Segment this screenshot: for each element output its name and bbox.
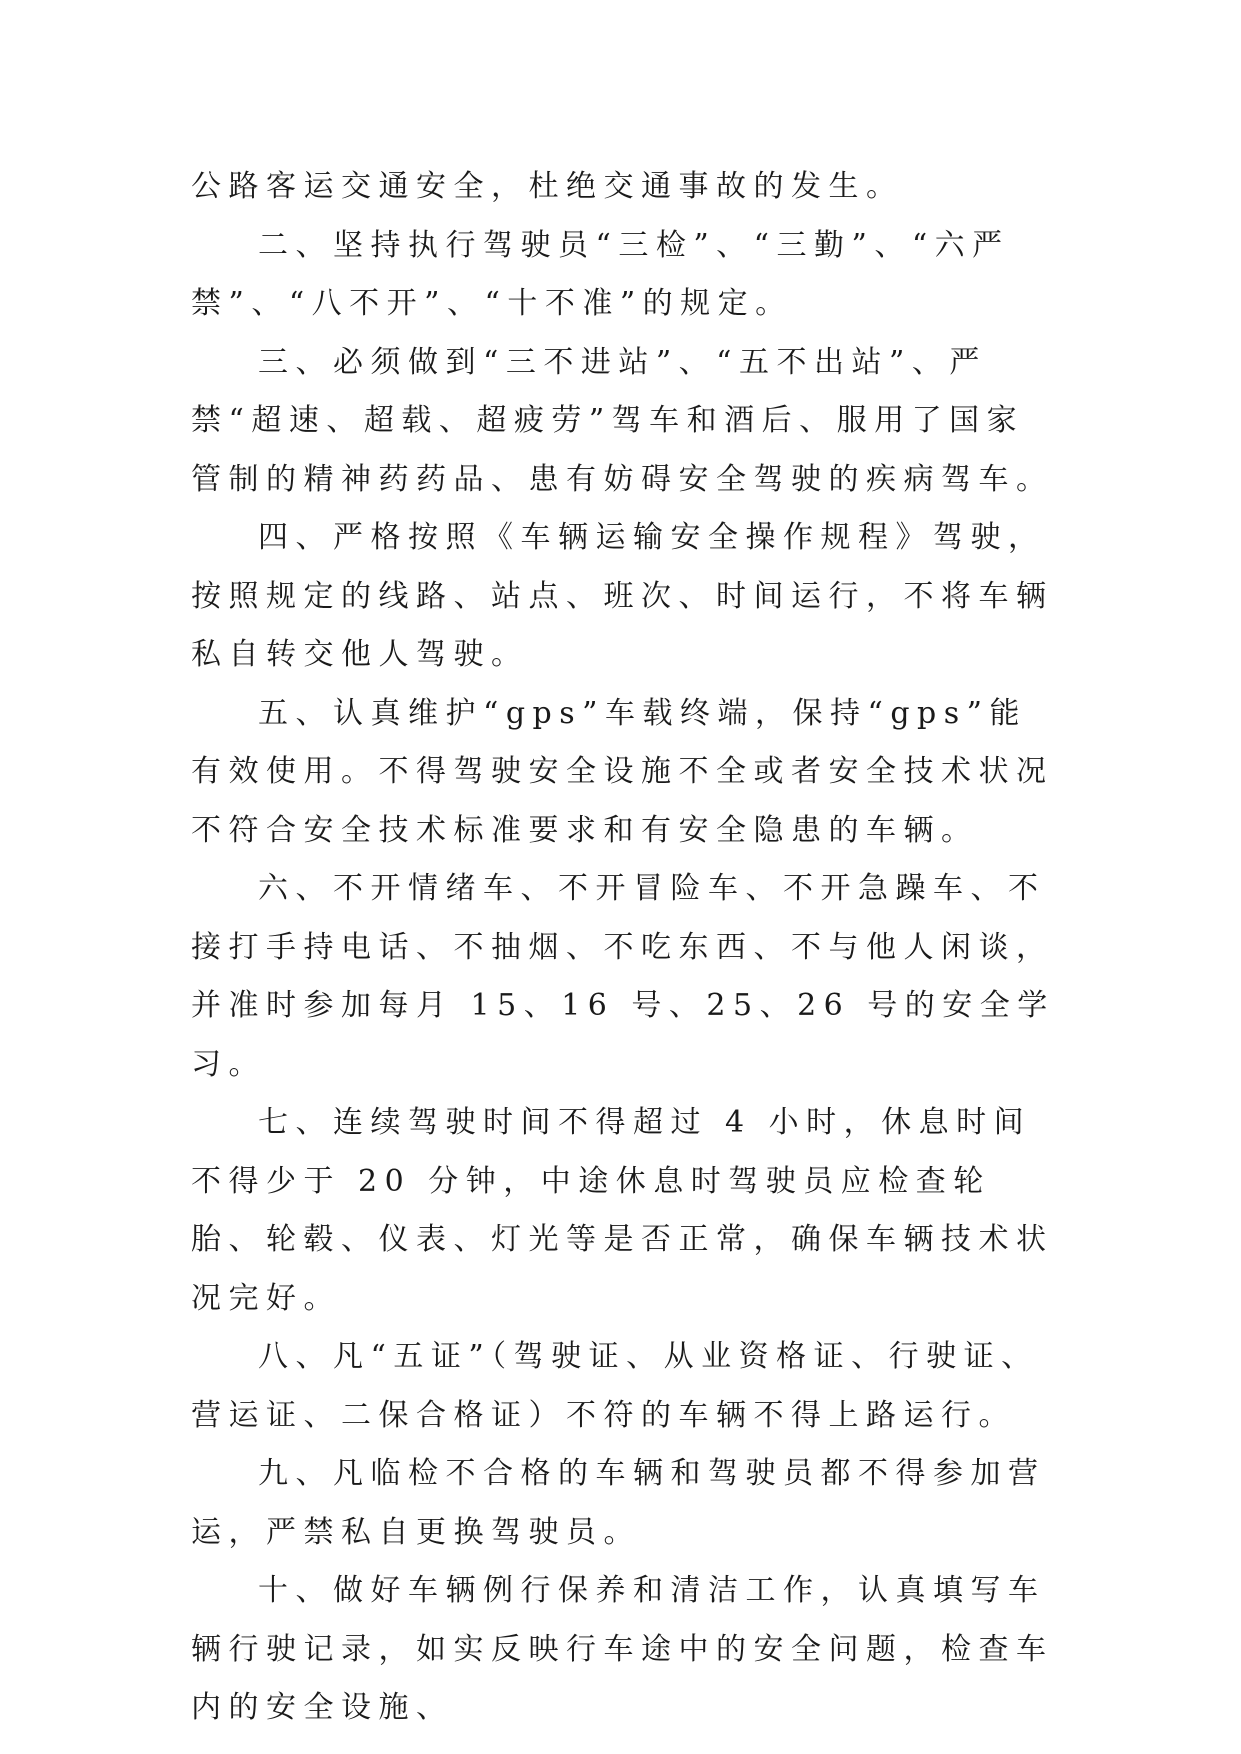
paragraph-item-4: 四、严格按照《车辆运输安全操作规程》驾驶，按照规定的线路、站点、班次、时间运行，不将车辆私自转交他人驾驶。 — [191, 520, 1054, 672]
paragraph-item-8: 八、凡“五证”（驾驶证、从业资格证、行驶证、营运证、二保合格证）不符的车辆不得上路运行。 — [191, 1339, 1039, 1433]
document-body — [191, 158, 1061, 1738]
paragraph-item-6: 六、不开情绪车、不开冒险车、不开急躁车、不接打手持电话、不抽烟、不吃东西、不与他人闲谈，并准时参加每月 15、16 号、25、26 号的安全学习。 — [191, 871, 1055, 1082]
paragraph-continuation: 公路客运交通安全，杜绝交通事故的发生。 — [191, 169, 904, 204]
paragraph-item-9: 九、凡临检不合格的车辆和驾驶员都不得参加营运，严禁私自更换驾驶员。 — [191, 1456, 1046, 1550]
paragraph-item-2: 二、坚持执行驾驶员“三检”、“三勤”、“六严禁”、“八不开”、“十不准”的规定。 — [191, 227, 1010, 321]
paragraph-item-5: 五、认真维护“gps”车载终端，保持“gps”能有效使用。不得驾驶安全设施不全或者安全技术状况不符合安全技术标准要求和有安全隐患的车辆。 — [191, 695, 1054, 848]
paragraph-item-3: 三、必须做到“三不进站”、“五不出站”、严禁“超速、超载、超疲劳”驾车和酒后、服用了国家管制的精神药药品、患有妨碍安全驾驶的疾病驾车。 — [191, 344, 1054, 497]
paragraph-item-7: 七、连续驾驶时间不得超过 4 小时，休息时间不得少于 20 分钟，中途休息时驾驶员应检查轮胎、轮毂、仪表、灯光等是否正常，确保车辆技术状况完好。 — [191, 1105, 1054, 1316]
paragraph-item-10: 十、做好车辆例行保养和清洁工作，认真填写车辆行驶记录，如实反映行车途中的安全问题，检查车内的安全设施、 — [191, 1573, 1054, 1725]
